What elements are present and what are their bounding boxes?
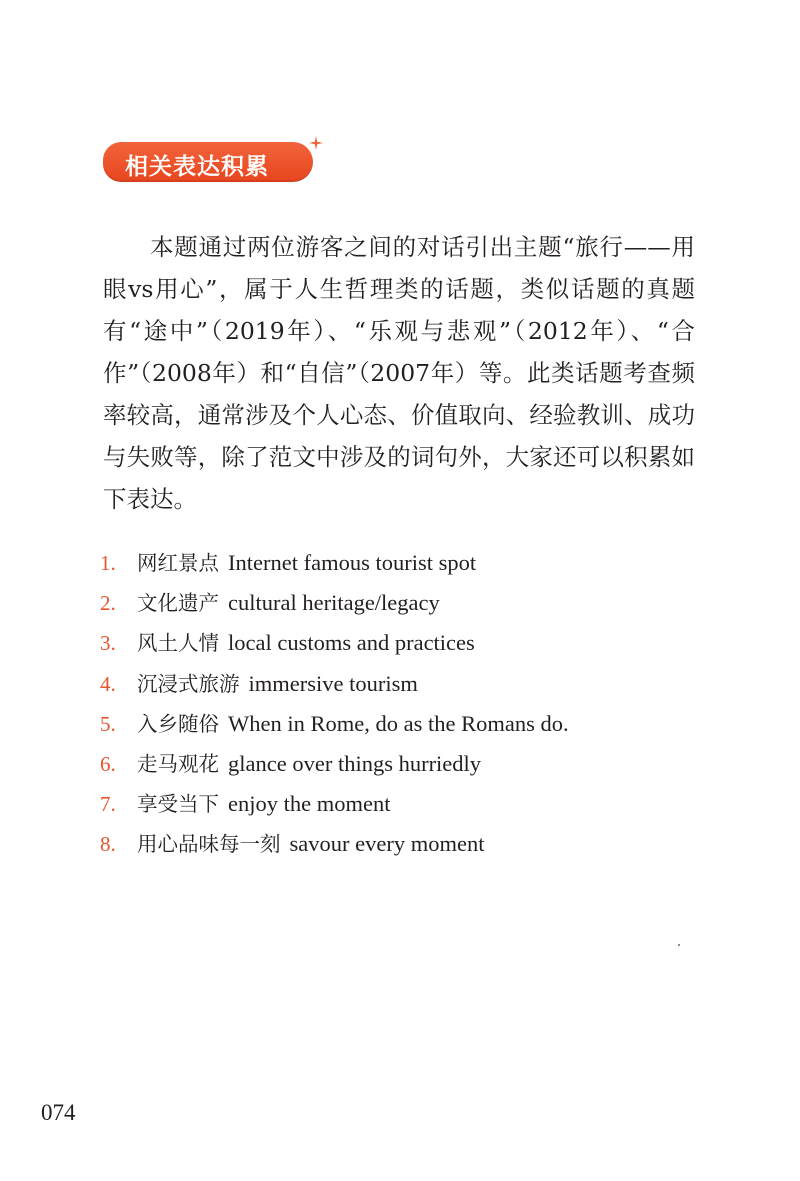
list-item-english: When in Rome, do as the Romans do. bbox=[228, 710, 569, 736]
sparkle-icon bbox=[309, 136, 323, 150]
list-item-chinese: 走马观花 bbox=[137, 751, 219, 776]
page-number: 074 bbox=[41, 1100, 76, 1125]
list-item bbox=[100, 664, 740, 704]
list-item bbox=[100, 784, 740, 824]
list-item bbox=[100, 623, 740, 663]
list-item-number: 4. bbox=[100, 671, 116, 696]
list-item bbox=[100, 824, 740, 864]
list-item-number: 8. bbox=[100, 832, 116, 857]
list-item-chinese: 风土人情 bbox=[137, 631, 219, 656]
section-title: 相关表达积累 bbox=[125, 154, 269, 180]
list-item-number: 2. bbox=[100, 591, 116, 616]
list-item-english: immersive tourism bbox=[248, 670, 418, 696]
list-item-chinese: 网红景点 bbox=[137, 551, 219, 575]
list-item-number: 3. bbox=[100, 631, 116, 656]
expression-list bbox=[100, 543, 740, 865]
list-item-english: Internet famous tourist spot bbox=[228, 550, 477, 575]
list-item-number: 6. bbox=[100, 751, 116, 776]
list-item-english: glance over things hurriedly bbox=[228, 750, 482, 776]
list-item-chinese: 文化遗产 bbox=[137, 591, 219, 616]
list-item bbox=[100, 543, 740, 583]
list-item-chinese: 入乡随俗 bbox=[137, 711, 219, 736]
list-item-number: 5. bbox=[100, 711, 116, 736]
list-item-number: 7. bbox=[100, 792, 116, 817]
list-item-english: enjoy the moment bbox=[228, 791, 391, 817]
section-heading-badge bbox=[103, 142, 313, 182]
list-item bbox=[100, 704, 740, 744]
scan-speck bbox=[678, 944, 680, 946]
list-item bbox=[100, 744, 740, 784]
list-item-english: savour every moment bbox=[289, 831, 485, 857]
intro-paragraph: 本题通过两位游客之间的对话引出主题“旅行——用眼vs用心”，属于人生哲理类的话题，类似话题的真题有“途中”（2019年）、“乐观与悲观”（2012年）、“合作”（2008年）和“自信”（2007年）等。此类话题考查频率较高，通常涉及个人心态、价值取向、经验教训、成功与失败等，除了范文中涉及的词句外，大家还可以积累如下表达。 bbox=[103, 232, 695, 513]
list-item-chinese: 享受当下 bbox=[137, 792, 219, 817]
list-item-english: cultural heritage/legacy bbox=[228, 590, 440, 616]
list-item-chinese: 沉浸式旅游 bbox=[137, 671, 240, 696]
list-item bbox=[100, 583, 740, 623]
list-item-english: local customs and practices bbox=[228, 630, 475, 656]
list-item-chinese: 用心品味每一刻 bbox=[137, 832, 281, 857]
list-item-number: 1. bbox=[100, 551, 116, 575]
